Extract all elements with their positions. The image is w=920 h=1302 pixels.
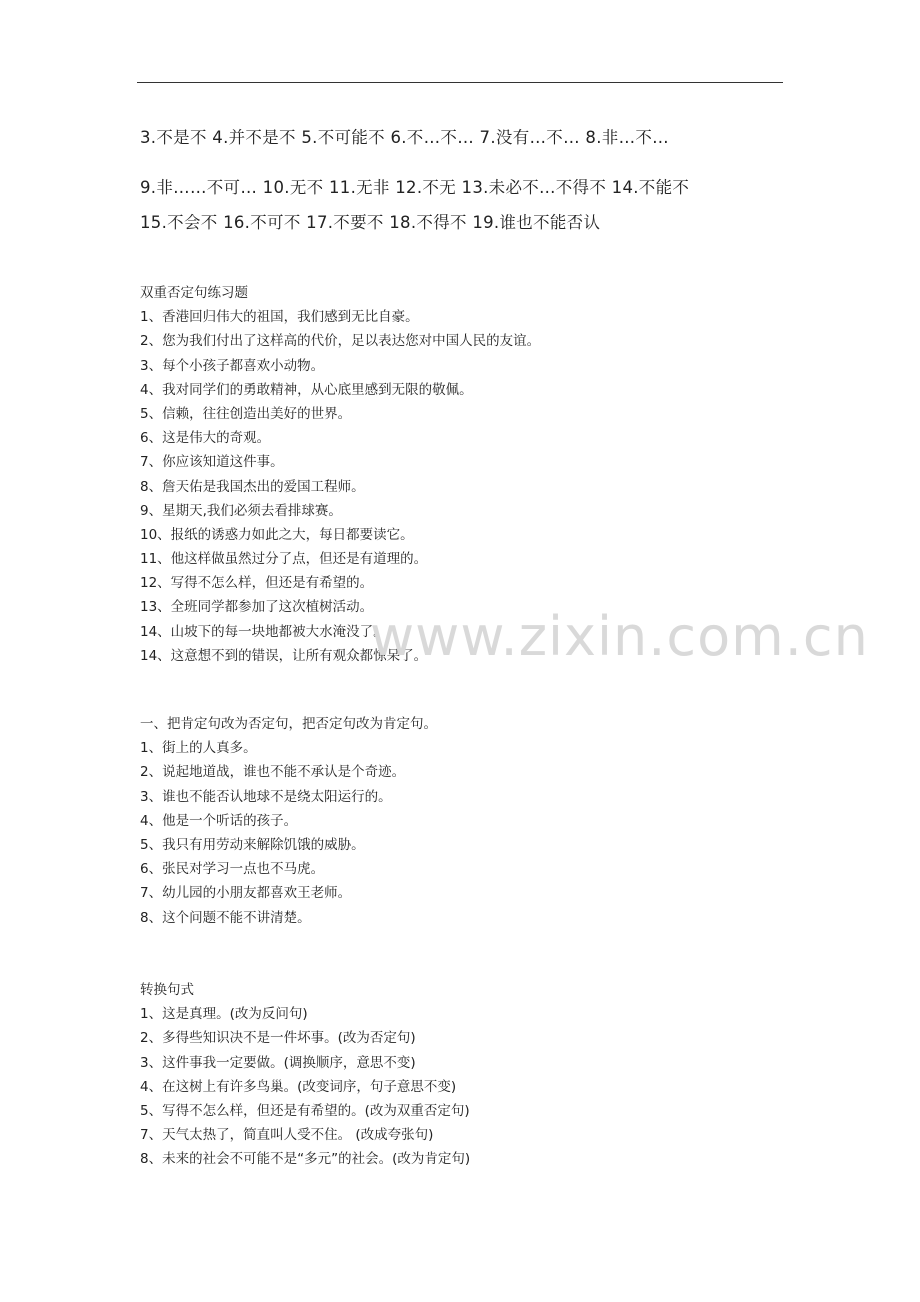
list-item: 2、您为我们付出了这样高的代价，足以表达您对中国人民的友谊。 [140, 333, 541, 350]
list-item: 3、谁也不能否认地球不是绕太阳运行的。 [140, 788, 392, 805]
section-affirmative-negative [140, 712, 437, 930]
list-item: 4、我对同学们的勇敢精神，从心底里感到无限的敬佩。 [140, 381, 473, 398]
list-item: 2、说起地道战，谁也不能不承认是个奇迹。 [140, 764, 406, 781]
section-double-negation [140, 281, 540, 668]
list-item: 4、他是一个听话的孩子。 [140, 812, 298, 829]
conjunction-list-line-1: 3.不是不 4.并不是不 5.不可能不 6.不…不… 7.没有…不… 8.非…不… [140, 128, 669, 147]
list-item: 10、报纸的诱惑力如此之大，每日都要读它。 [140, 526, 414, 543]
list-item: 1、街上的人真多。 [140, 740, 257, 757]
list-item: 5、信赖，往往创造出美好的世界。 [140, 405, 352, 422]
list-item: 1、香港回归伟大的祖国，我们感到无比自豪。 [140, 309, 419, 326]
watermark: www.zixin.com.cn [370, 605, 869, 668]
list-item: 2、多得些知识决不是一件坏事。(改为否定句) [140, 1030, 416, 1047]
list-item: 8、这个问题不能不讲清楚。 [140, 909, 311, 926]
section-title: 一、把肯定句改为否定句，把否定句改为肯定句。 [140, 716, 437, 732]
list-item: 9、星期天,我们必须去看排球赛。 [140, 502, 342, 519]
list-item: 13、全班同学都参加了这次植树活动。 [140, 599, 374, 616]
list-item: 14、这意想不到的错误，让所有观众都惊呆了。 [140, 647, 428, 664]
list-item: 14、山坡下的每一块地都被大水淹没了。 [140, 623, 387, 640]
list-item: 11、他这样做虽然过分了点，但还是有道理的。 [140, 551, 428, 568]
list-item: 1、这是真理。(改为反问句) [140, 1006, 308, 1023]
list-item: 8、詹天佑是我国杰出的爱国工程师。 [140, 478, 365, 495]
list-item: 5、我只有用劳动来解除饥饿的威胁。 [140, 836, 365, 853]
list-item: 3、每个小孩子都喜欢小动物。 [140, 357, 325, 374]
header-rule [137, 82, 783, 83]
conjunction-list-line-3: 15.不会不 16.不可不 17.不要不 18.不得不 19.谁也不能否认 [140, 213, 601, 232]
list-item: 4、在这树上有许多鸟巢。(改变词序，句子意思不变) [140, 1078, 457, 1095]
list-item: 12、写得不怎么样，但还是有希望的。 [140, 575, 374, 592]
list-item: 5、写得不怎么样，但还是有希望的。(改为双重否定句) [140, 1102, 470, 1119]
list-item: 3、这件事我一定要做。(调换顺序，意思不变) [140, 1054, 416, 1071]
section-sentence-conversion [140, 978, 470, 1172]
section-title: 转换句式 [140, 982, 194, 998]
conjunction-list-line-2: 9.非……不可… 10.无不 11.无非 12.不无 13.未必不...不得不 14.不能不 [140, 178, 690, 197]
list-item: 6、张民对学习一点也不马虎。 [140, 861, 325, 878]
list-item: 6、这是伟大的奇观。 [140, 430, 271, 447]
list-item: 7、幼儿园的小朋友都喜欢王老师。 [140, 885, 352, 902]
list-item: 8、未来的社会不可能不是“多元”的社会。(改为肯定句) [140, 1151, 471, 1168]
section-title: 双重否定句练习题 [140, 285, 248, 301]
list-item: 7、天气太热了，简直叫人受不住。 (改成夸张句) [140, 1127, 434, 1144]
list-item: 7、你应该知道这件事。 [140, 454, 284, 471]
